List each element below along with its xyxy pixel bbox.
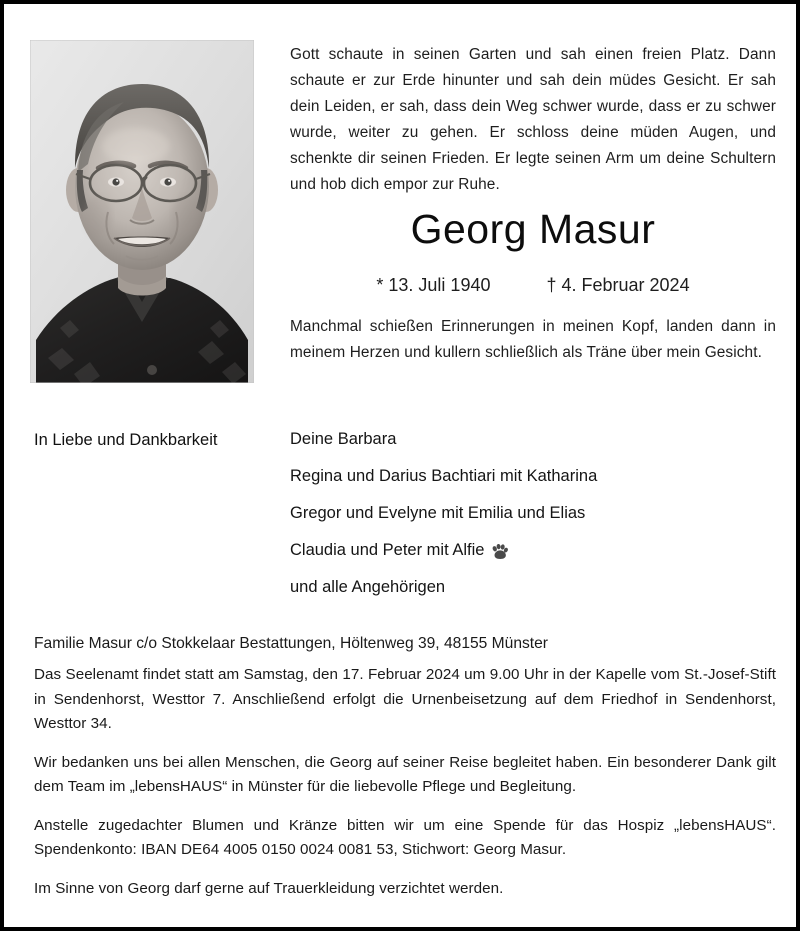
deceased-name: Georg Masur	[410, 206, 656, 252]
survivor-name: Deine Barbara	[290, 430, 397, 448]
service-information	[34, 663, 776, 901]
survivor-name: Claudia und Peter mit Alfie	[290, 541, 485, 559]
portrait-photo	[30, 40, 254, 383]
death-date: † 4. Februar 2024	[546, 275, 690, 295]
donation-paragraph: Anstelle zugedachter Blumen und Kränze bitten wir um eine Spende für das Hospiz „lebensHAUS“. Spendenkonto: IBAN DE64 4005 0150 0024 0081 53, Stichwort: Georg Masur.	[34, 816, 776, 858]
opening-verse: Gott schaute in seinen Garten und sah einen freien Platz. Dann schaute er zur Erde hinunter und sah dein müdes Gesicht. Er sah dein Leiden, er sah, dass dein Weg schwer wurde, dass er zu schwer wurde, weiter zu gehen. Er schloss deine müden Augen, und schenkte dir seinen Frieden. Er legte seinen Arm um deine Schultern und hob dich empor zur Ruhe.	[290, 46, 776, 193]
birth-date: * 13. Juli 1940	[376, 275, 491, 295]
list-item	[290, 503, 776, 524]
survivors-list	[290, 429, 776, 614]
thanks-paragraph: Wir bedanken uns bei allen Menschen, die Georg auf seiner Reise begleitet haben. Ein besonderer Dank gilt dem Team im „lebensHAUS“ in Münster für die liebevolle Pflege und Begleitung.	[34, 753, 776, 795]
contact-address: Familie Masur c/o Stokkelaar Bestattungen, Höltenweg 39, 48155 Münster	[34, 635, 548, 652]
list-item	[290, 577, 776, 598]
gratitude-label: In Liebe und Dankbarkeit	[34, 431, 218, 449]
survivor-name: Regina und Darius Bachtiari mit Katharina	[290, 467, 598, 485]
memorial-verse: Manchmal schießen Erinnerungen in meinen Kopf, landen dann in meinem Herzen und kullern schließlich als Träne über mein Gesicht.	[290, 318, 776, 361]
list-item	[290, 540, 776, 561]
paw-print-icon	[491, 544, 508, 560]
portrait-photo-image	[30, 40, 254, 383]
list-item	[290, 429, 776, 450]
list-item	[290, 466, 776, 487]
service-details-paragraph: Das Seelenamt findet statt am Samstag, den 17. Februar 2024 um 9.00 Uhr in der Kapelle vom St.-Josef-Stift in Sendenhorst, Westtor 7. Anschließend erfolgt die Urnenbeisetzung auf dem Friedhof in Sendenhorst, Westtor 34.	[34, 666, 776, 732]
life-dates	[290, 272, 776, 298]
survivor-name: und alle Angehörigen	[290, 578, 446, 596]
survivor-name: Gregor und Evelyne mit Emilia und Elias	[290, 504, 586, 522]
dress-code-paragraph: Im Sinne von Georg darf gerne auf Trauerkleidung verzichtet werden.	[34, 879, 504, 897]
